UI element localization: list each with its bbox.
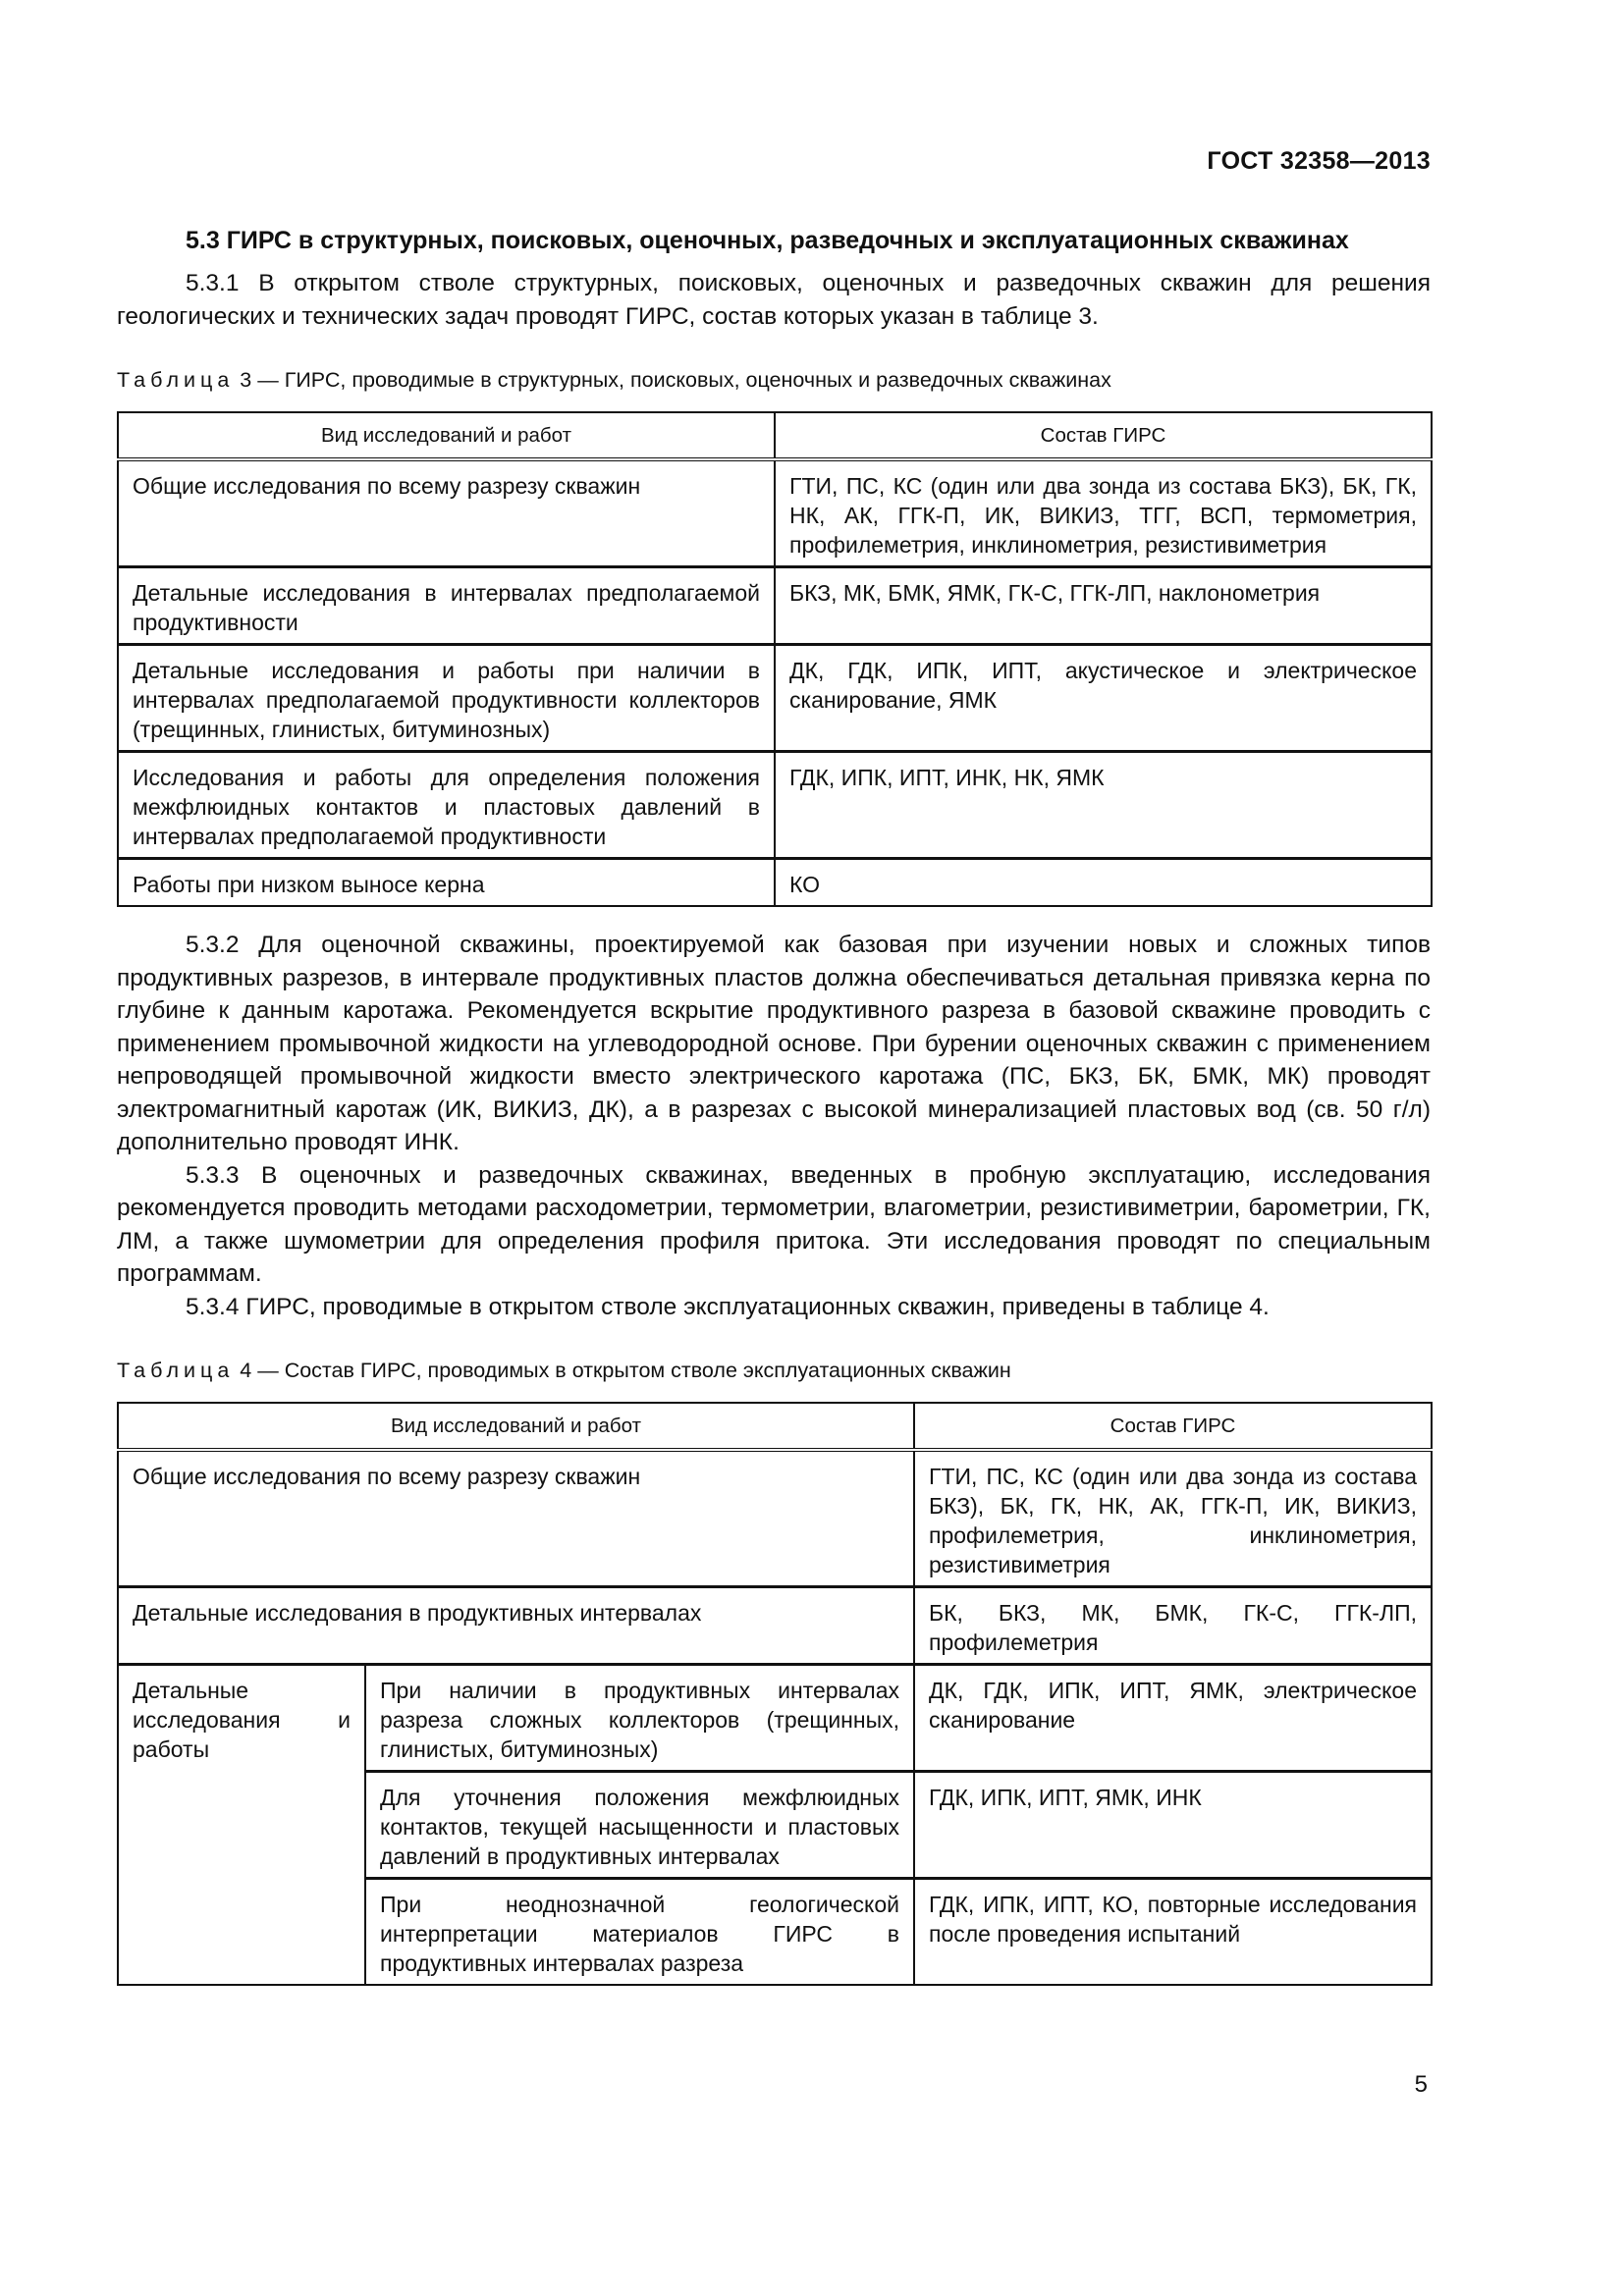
paragraph-5-3-4: 5.3.4 ГИРС, проводимые в открытом стволе эксплуатационных скважин, приведены в таблице 4. <box>186 1293 1270 1320</box>
table3-caption-text: 3 — ГИРС, проводимые в структурных, поисковых, оценочных и разведочных скважинах <box>240 368 1111 392</box>
table4-subrow1-condition: При наличии в продуктивных интервалах разреза сложных коллекторов (трещинных, глинистых, битуминозных) <box>365 1665 914 1772</box>
table3-row2-composition: БКЗ, МК, БМК, ЯМК, ГК-С, ГГК-ЛП, наклонометрия <box>775 567 1432 645</box>
table4-col1-header: Вид исследований и работ <box>118 1403 914 1450</box>
table3-row1-type: Общие исследования по всему разрезу скважин <box>118 459 775 567</box>
page-content <box>117 224 1431 1986</box>
page-number: 5 <box>1414 2071 1428 2098</box>
table4-header-row <box>118 1403 1432 1450</box>
table3-row2-type: Детальные исследования в интервалах предполагаемой продуктивности <box>118 567 775 645</box>
table-row <box>118 1665 1432 1772</box>
table-3 <box>117 411 1433 907</box>
table4-row1-type: Общие исследования по всему разрезу скважин <box>118 1450 914 1587</box>
table4-subrow3-condition: При неоднозначной геологической интерпретации материалов ГИРС в продуктивных интервалах разреза <box>365 1879 914 1986</box>
table-row <box>118 645 1432 752</box>
table4-col2-header: Состав ГИРС <box>914 1403 1432 1450</box>
table4-caption <box>117 1356 1431 1385</box>
table-row <box>118 752 1432 859</box>
table3-row4-type: Исследования и работы для определения положения межфлюидных контактов и пластовых давлений в интервалах предполагаемой продуктивности <box>118 752 775 859</box>
section-heading: 5.3 ГИРС в структурных, поисковых, оценочных, разведочных и эксплуатационных скважинах <box>186 227 1349 254</box>
table-row <box>118 1450 1432 1587</box>
table3-col2-header: Состав ГИРС <box>775 412 1432 459</box>
table3-row4-composition: ГДК, ИПК, ИПТ, ИНК, НК, ЯМК <box>775 752 1432 859</box>
table3-caption <box>117 365 1431 395</box>
table3-row1-composition: ГТИ, ПС, КС (один или два зонда из состава БКЗ), БК, ГК, НК, АК, ГГК-П, ИК, ВИКИЗ, ТГГ, ВСП, термометрия, профилеметрия, инклинометрия, резистивиметрия <box>775 459 1432 567</box>
table4-group-label: Детальные исследования и работы <box>118 1665 365 1986</box>
table-row <box>118 859 1432 907</box>
table4-row2-type: Детальные исследования в продуктивных интервалах <box>118 1587 914 1665</box>
paragraph-5-3-2: 5.3.2 Для оценочной скважины, проектируемой как базовая при изучении новых и сложных типов продуктивных разрезов, в интервале продуктивных пластов должна обеспечиваться детальная привязка керна по глубине к данным каротажа. Рекомендуется вскрытие продуктивного разреза в базовой скважине проводить с применением промывочной жидкости на углеводородной основе. При бурении оценочных скважин с применением непроводящей промывочной жидкости вместо электрического каротажа (ПС, БКЗ, БК, БМК, МК) проводят электромагнитный каротаж (ИК, ВИКИЗ, ДК), а в разрезах с высокой минерализацией пластовых вод (св. 50 г/л) дополнительно проводят ИНК. <box>117 932 1431 1155</box>
table-row <box>118 1587 1432 1665</box>
table3-row5-type: Работы при низком выносе керна <box>118 859 775 907</box>
table-row <box>118 459 1432 567</box>
paragraph-5-3-3: 5.3.3 В оценочных и разведочных скважинах, введенных в пробную эксплуатацию, исследования рекомендуется проводить методами расходометрии, термометрии, влагометрии, резистивиметрии, барометрии, ГК, ЛМ, а также шумометрии для определения профиля притока. Эти исследования проводят по специальным программам. <box>117 1161 1431 1287</box>
table4-row2-composition: БК, БКЗ, МК, БМК, ГК-С, ГГК-ЛП, профилеметрия <box>914 1587 1432 1665</box>
table4-subrow3-composition: ГДК, ИПК, ИПТ, КО, повторные исследования после проведения испытаний <box>914 1879 1432 1986</box>
table3-row3-composition: ДК, ГДК, ИПК, ИПТ, акустическое и электрическое сканирование, ЯМК <box>775 645 1432 752</box>
table4-subrow2-composition: ГДК, ИПК, ИПТ, ЯМК, ИНК <box>914 1772 1432 1879</box>
table3-row3-type: Детальные исследования и работы при наличии в интервалах предполагаемой продуктивности коллекторов (трещинных, глинистых, битуминозных) <box>118 645 775 752</box>
table4-caption-word: Таблица <box>117 1359 235 1382</box>
table4-subrow2-condition: Для уточнения положения межфлюидных контактов, текущей насыщенности и пластовых давлений в продуктивных интервалах <box>365 1772 914 1879</box>
table4-subrow1-composition: ДК, ГДК, ИПК, ИПТ, ЯМК, электрическое сканирование <box>914 1665 1432 1772</box>
paragraph-5-3-1: 5.3.1 В открытом стволе структурных, поисковых, оценочных и разведочных скважин для решения геологических и технических задач проводят ГИРС, состав которых указан в таблице 3. <box>117 270 1431 330</box>
table3-header-row <box>118 412 1432 459</box>
table4-caption-text: 4 — Состав ГИРС, проводимых в открытом стволе эксплуатационных скважин <box>240 1359 1011 1382</box>
table3-caption-word: Таблица <box>117 368 235 392</box>
table-row <box>118 567 1432 645</box>
table-4 <box>117 1402 1433 1986</box>
standard-code: ГОСТ 32358—2013 <box>1207 147 1431 175</box>
table3-row5-composition: КО <box>775 859 1432 907</box>
table4-row1-composition: ГТИ, ПС, КС (один или два зонда из состава БКЗ), БК, ГК, НК, АК, ГГК-П, ИК, ВИКИЗ, профилеметрия, инклинометрия, резистивиметрия <box>914 1450 1432 1587</box>
table3-col1-header: Вид исследований и работ <box>118 412 775 459</box>
